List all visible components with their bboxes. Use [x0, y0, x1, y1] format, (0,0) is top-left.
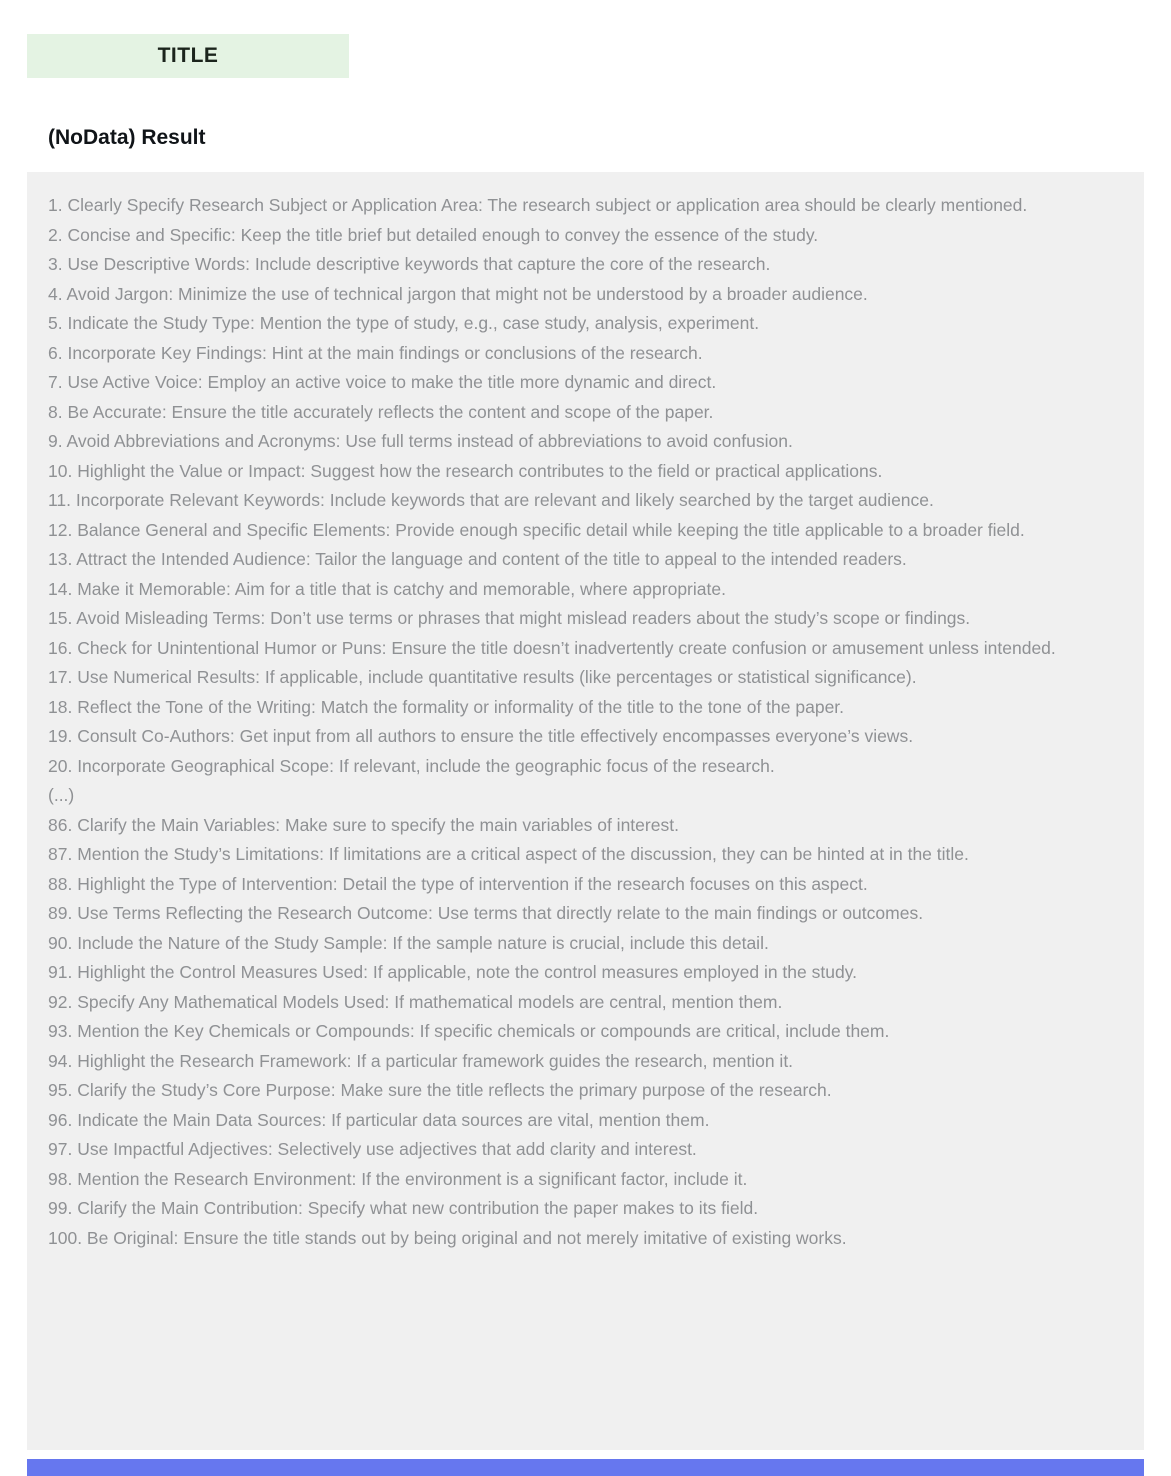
result-line: 89. Use Terms Reflecting the Research Outcome: Use terms that directly relate to the main findings or outcomes. — [48, 903, 924, 923]
result-line: 19. Consult Co-Authors: Get input from all authors to ensure the title effectively encompasses everyone’s views. — [48, 726, 914, 746]
result-line: 4. Avoid Jargon: Minimize the use of technical jargon that might not be understood by a broader audience. — [48, 283, 868, 304]
result-line: 12. Balance General and Specific Elements: Provide enough specific detail while keeping the title applicable to a broader field. — [48, 519, 1025, 540]
result-line: 17. Use Numerical Results: If applicable, include quantitative results (like percentages or statistical significance). — [48, 667, 917, 687]
result-line: 14. Make it Memorable: Aim for a title that is catchy and memorable, where appropriate. — [48, 578, 726, 599]
result-line: 92. Specify Any Mathematical Models Used: If mathematical models are central, mention them. — [48, 991, 783, 1012]
result-line: 97. Use Impactful Adjectives: Selectively use adjectives that add clarity and interest. — [48, 1139, 697, 1159]
result-line: 3. Use Descriptive Words: Include descriptive keywords that capture the core of the research. — [48, 254, 771, 274]
result-line: 96. Indicate the Main Data Sources: If particular data sources are vital, mention them. — [48, 1109, 710, 1130]
result-line: 13. Attract the Intended Audience: Tailor the language and content of the title to appeal to the intended readers. — [48, 549, 907, 569]
result-line: 91. Highlight the Control Measures Used: If applicable, note the control measures employed in the study. — [48, 962, 858, 982]
result-line: 15. Avoid Misleading Terms: Don’t use terms or phrases that might mislead readers about the study’s scope or findings. — [48, 608, 971, 628]
result-line: 1. Clearly Specify Research Subject or Application Area: The research subject or application area should be clearly mentioned. — [48, 195, 1028, 215]
result-line: 94. Highlight the Research Framework: If a particular framework guides the research, mention it. — [48, 1050, 794, 1071]
result-line: 86. Clarify the Main Variables: Make sure to specify the main variables of interest. — [48, 814, 679, 835]
title-badge: TITLE — [27, 34, 349, 78]
result-line: 10. Highlight the Value or Impact: Suggest how the research contributes to the field or practical applications. — [48, 460, 883, 481]
result-line: (...) — [48, 785, 75, 805]
result-line: 88. Highlight the Type of Intervention: Detail the type of intervention if the research focuses on this aspect. — [48, 873, 868, 894]
result-line: 98. Mention the Research Environment: If the environment is a significant factor, include it. — [48, 1168, 748, 1189]
result-line: 2. Concise and Specific: Keep the title brief but detailed enough to convey the essence of the study. — [48, 224, 819, 245]
result-line: 100. Be Original: Ensure the title stands out by being original and not merely imitative of existing works. — [48, 1227, 847, 1248]
result-line: 18. Reflect the Tone of the Writing: Match the formality or informality of the title to the tone of the paper. — [48, 696, 845, 717]
result-line: 90. Include the Nature of the Study Sample: If the sample nature is crucial, include this detail. — [48, 932, 769, 953]
result-line: 20. Incorporate Geographical Scope: If relevant, include the geographic focus of the research. — [48, 755, 775, 776]
result-line: 16. Check for Unintentional Humor or Puns: Ensure the title doesn’t inadvertently create confusion or amusement unless intended. — [48, 637, 1056, 658]
result-line: 87. Mention the Study’s Limitations: If limitations are a critical aspect of the discussion, they can be hinted at in the title. — [48, 844, 969, 864]
result-line: 8. Be Accurate: Ensure the title accurately reflects the content and scope of the paper. — [48, 401, 714, 422]
result-line: 5. Indicate the Study Type: Mention the type of study, e.g., case study, analysis, experiment. — [48, 313, 760, 333]
section-heading: (NoData) Result — [48, 126, 206, 149]
result-line: 95. Clarify the Study’s Core Purpose: Make sure the title reflects the primary purpose of the research. — [48, 1080, 832, 1100]
footer-action-bar[interactable] — [27, 1459, 1144, 1476]
result-line: 6. Incorporate Key Findings: Hint at the main findings or conclusions of the research. — [48, 342, 703, 363]
result-box — [27, 172, 1144, 1450]
result-line: 7. Use Active Voice: Employ an active voice to make the title more dynamic and direct. — [48, 372, 717, 392]
result-line: 93. Mention the Key Chemicals or Compounds: If specific chemicals or compounds are critical, include them. — [48, 1021, 890, 1041]
result-line: 99. Clarify the Main Contribution: Specify what new contribution the paper makes to its field. — [48, 1198, 759, 1218]
result-line: 9. Avoid Abbreviations and Acronyms: Use full terms instead of abbreviations to avoid confusion. — [48, 431, 793, 451]
result-line: 11. Incorporate Relevant Keywords: Include keywords that are relevant and likely searched by the target audience. — [48, 490, 934, 510]
